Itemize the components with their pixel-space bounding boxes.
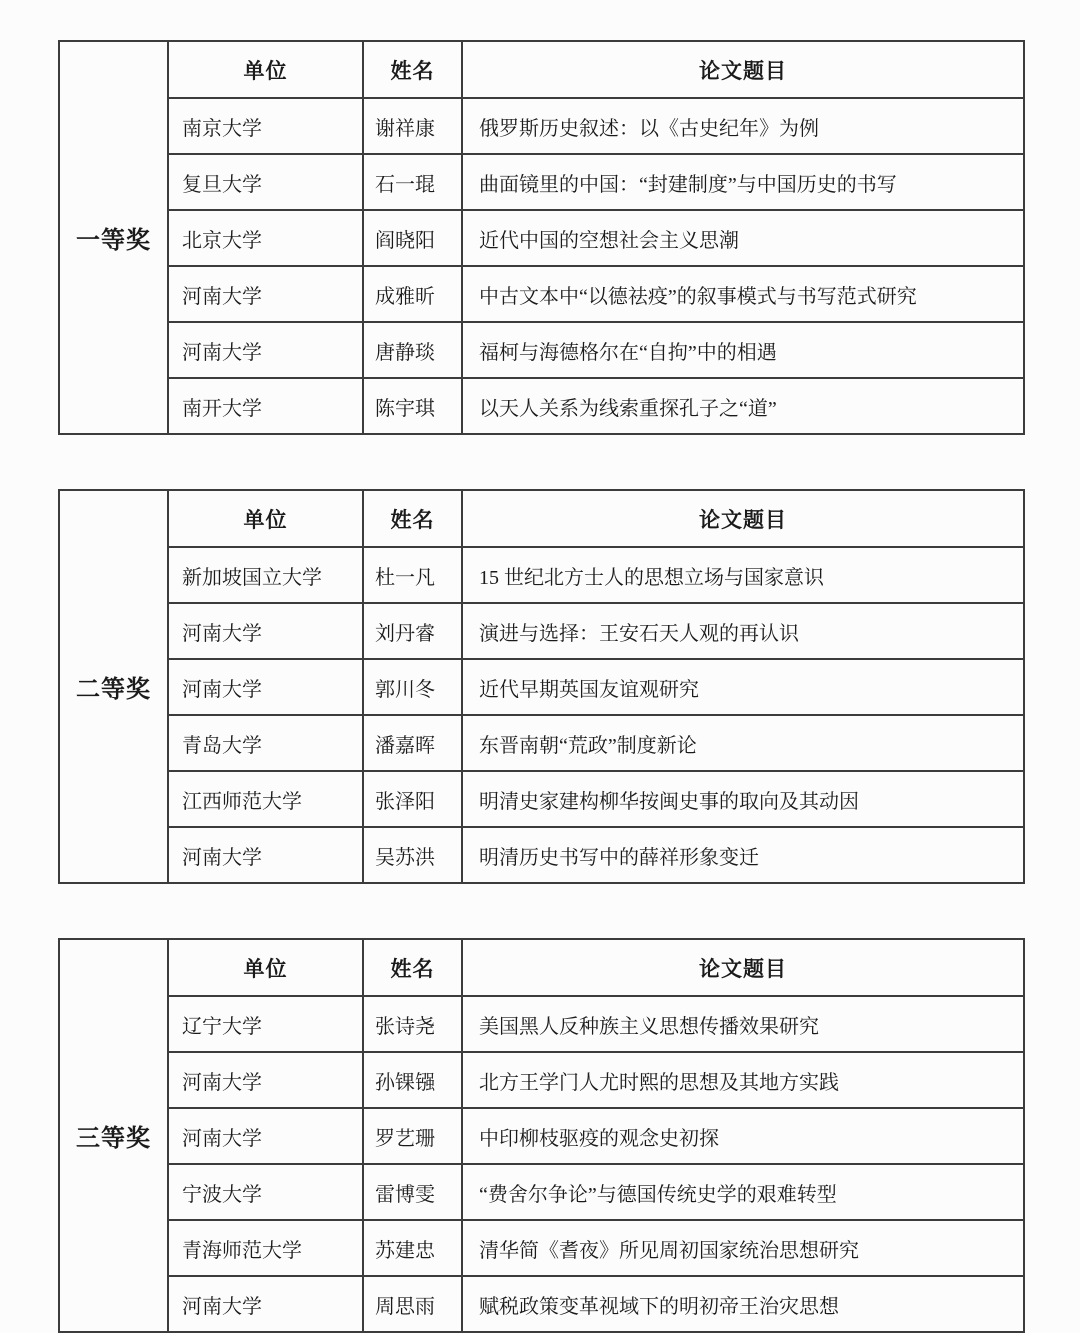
table-row [59,1220,1024,1276]
title-cell: 美国黑人反种族主义思想传播效果研究 [462,996,1024,1052]
unit-cell: 新加坡国立大学 [168,547,363,603]
award-table-block [58,938,1023,1333]
unit-cell: 南京大学 [168,98,363,154]
table-row [59,659,1024,715]
table-row [59,996,1024,1052]
award-level-label: 三等奖 [76,1126,151,1152]
title-cell: “费舍尔争论”与德国传统史学的艰难转型 [462,1164,1024,1220]
table-row [59,547,1024,603]
unit-cell: 河南大学 [168,266,363,322]
title-cell: 福柯与海德格尔在“自拘”中的相遇 [462,322,1024,378]
award-level-cell [59,939,168,1332]
unit-cell: 南开大学 [168,378,363,434]
unit-cell: 河南大学 [168,1108,363,1164]
table-row [59,1164,1024,1220]
title-cell: 中印柳枝驱疫的观念史初探 [462,1108,1024,1164]
title-cell: 以天人关系为线索重探孔子之“道” [462,378,1024,434]
name-cell: 潘嘉晖 [363,715,462,771]
name-cell: 刘丹睿 [363,603,462,659]
title-cell: 近代中国的空想社会主义思潮 [462,210,1024,266]
unit-cell: 青岛大学 [168,715,363,771]
name-cell: 吴苏洪 [363,827,462,883]
award-level-label: 一等奖 [76,228,151,254]
name-cell: 周思雨 [363,1276,462,1332]
title-cell: 曲面镜里的中国：“封建制度”与中国历史的书写 [462,154,1024,210]
unit-cell: 河南大学 [168,1052,363,1108]
unit-cell: 河南大学 [168,322,363,378]
title-cell: 北方王学门人尤时熙的思想及其地方实践 [462,1052,1024,1108]
table-row [59,1276,1024,1332]
award-table [58,489,1025,884]
name-cell: 张泽阳 [363,771,462,827]
header-unit: 单位 [168,939,363,996]
table-row [59,771,1024,827]
name-cell: 杜一凡 [363,547,462,603]
name-cell: 郭川冬 [363,659,462,715]
header-title: 论文题目 [462,41,1024,98]
title-cell: 15 世纪北方士人的思想立场与国家意识 [462,547,1024,603]
table-row [59,378,1024,434]
title-cell: 明清历史书写中的薛祥形象变迁 [462,827,1024,883]
table-row [59,210,1024,266]
unit-cell: 江西师范大学 [168,771,363,827]
header-row [59,41,1024,98]
award-table-block [58,489,1023,884]
name-cell: 陈宇琪 [363,378,462,434]
award-level-cell [59,490,168,883]
title-cell: 东晋南朝“荒政”制度新论 [462,715,1024,771]
table-row [59,827,1024,883]
unit-cell: 复旦大学 [168,154,363,210]
table-row [59,603,1024,659]
header-name: 姓名 [363,939,462,996]
title-cell: 近代早期英国友谊观研究 [462,659,1024,715]
table-row [59,715,1024,771]
name-cell: 苏建忠 [363,1220,462,1276]
header-row [59,939,1024,996]
unit-cell: 青海师范大学 [168,1220,363,1276]
table-row [59,266,1024,322]
award-table [58,938,1025,1333]
award-level-cell [59,41,168,434]
header-unit: 单位 [168,41,363,98]
name-cell: 孙锞镪 [363,1052,462,1108]
header-unit: 单位 [168,490,363,547]
unit-cell: 河南大学 [168,827,363,883]
table-row [59,98,1024,154]
unit-cell: 河南大学 [168,1276,363,1332]
title-cell: 明清史家建构柳华按闽史事的取向及其动因 [462,771,1024,827]
unit-cell: 河南大学 [168,603,363,659]
award-level-label: 二等奖 [76,677,151,703]
name-cell: 张诗尧 [363,996,462,1052]
name-cell: 阎晓阳 [363,210,462,266]
title-cell: 俄罗斯历史叙述：以《古史纪年》为例 [462,98,1024,154]
tables-container [58,40,1080,1333]
table-row [59,154,1024,210]
name-cell: 雷博雯 [363,1164,462,1220]
name-cell: 谢祥康 [363,98,462,154]
unit-cell: 辽宁大学 [168,996,363,1052]
title-cell: 赋税政策变革视域下的明初帝王治灾思想 [462,1276,1024,1332]
header-title: 论文题目 [462,490,1024,547]
title-cell: 演进与选择：王安石天人观的再认识 [462,603,1024,659]
name-cell: 罗艺珊 [363,1108,462,1164]
name-cell: 成雅昕 [363,266,462,322]
header-row [59,490,1024,547]
award-table-block [58,40,1023,435]
name-cell: 石一琨 [363,154,462,210]
unit-cell: 北京大学 [168,210,363,266]
name-cell: 唐静琰 [363,322,462,378]
table-row [59,1108,1024,1164]
table-row [59,1052,1024,1108]
award-table [58,40,1025,435]
table-row [59,322,1024,378]
unit-cell: 河南大学 [168,659,363,715]
header-name: 姓名 [363,41,462,98]
header-title: 论文题目 [462,939,1024,996]
title-cell: 清华简《耆夜》所见周初国家统治思想研究 [462,1220,1024,1276]
title-cell: 中古文本中“以德祛疫”的叙事模式与书写范式研究 [462,266,1024,322]
header-name: 姓名 [363,490,462,547]
unit-cell: 宁波大学 [168,1164,363,1220]
